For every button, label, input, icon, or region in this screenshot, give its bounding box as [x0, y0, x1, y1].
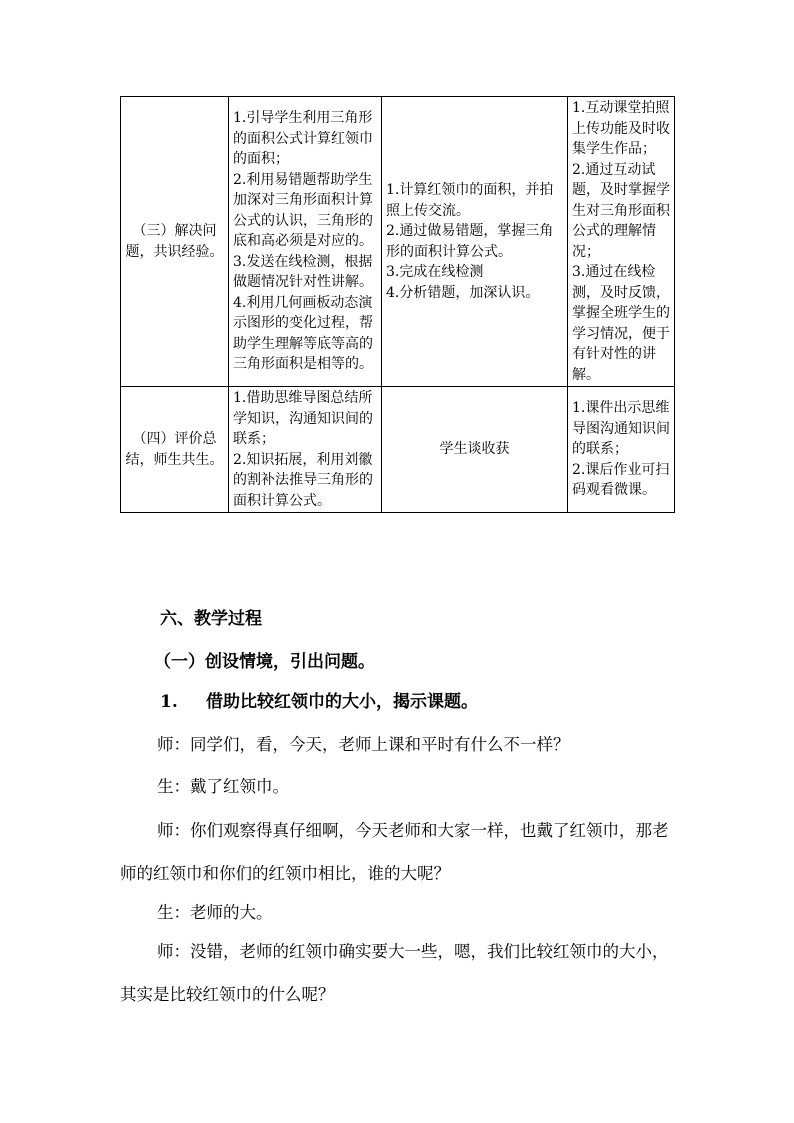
stage-cell: （三）解决问题，共识经验。: [121, 97, 229, 387]
list-item: 2.利用易错题帮助学生加深对三角形面积计算公式的认识，三角形的底和高必须是对应的。: [233, 171, 373, 250]
list-item: 1.计算红领巾的面积，并拍照上传交流。: [386, 182, 554, 219]
lesson-plan-table: [120, 96, 675, 513]
table-row: [121, 97, 675, 387]
list-item: 3.发送在线检测，根据做题情况针对性讲解。: [233, 253, 373, 291]
list-item: 1.借助思维导图总结所学知识，沟通知识间的联系；: [233, 390, 373, 447]
list-item: 4.分析错题，加深认识。: [386, 284, 540, 301]
table-row: [121, 387, 675, 513]
technology-use-cell: [568, 387, 675, 513]
dialogue-paragraph: [120, 776, 680, 798]
dialogue-paragraph: [120, 902, 680, 924]
stage-cell: （四）评价总结，师生共生。: [121, 387, 229, 513]
teacher-activity-cell: [229, 97, 382, 387]
list-item: 4.利用几何画板动态演示图形的变化过程，帮助学生理解等底等高的三角形面积是相等的。: [233, 294, 373, 373]
dialogue-paragraph: 师：没错，老师的红领巾确实要大一些，嗯，我们比较红领巾的大小，其实是比较红领巾的什么呢？: [120, 942, 669, 1004]
list-item: 学生谈收获: [439, 441, 510, 458]
subsection-title: （一）创设情境，引出问题。: [154, 652, 375, 672]
item-heading: [160, 691, 478, 713]
list-item: 2.通过互动试题，及时掌握学生对三角形面积公式的理解情况；: [572, 161, 670, 260]
list-item: 1.引导学生利用三角形的面积公式计算红领巾的面积；: [233, 110, 373, 168]
section-title: 六、教学过程: [160, 609, 262, 629]
student-activity-cell: [382, 387, 568, 513]
list-item: 2.通过做易错题，掌握三角形的面积计算公式。: [386, 223, 554, 260]
list-item: 3.通过在线检测，及时反馈，掌握全班学生的学习情况，便于有针对性的讲解。: [572, 264, 670, 383]
list-item: 3.完成在线检测: [386, 264, 484, 280]
item-number: 1.: [160, 692, 178, 712]
dialogue-text: 师：同学们，看，今天，老师上课和平时有什么不一样？: [157, 735, 570, 754]
technology-use-cell: [568, 97, 675, 387]
teacher-activity-cell: [229, 387, 382, 513]
list-item: 1.课件出示思维导图沟通知识间的联系；: [572, 400, 670, 458]
dialogue-text: 生：老师的大。: [157, 903, 273, 922]
list-item: 2.课后作业可扫码观看微课。: [572, 461, 670, 499]
dialogue-paragraph: [120, 734, 680, 756]
dialogue-paragraph: 师：你们观察得真仔细啊，今天老师和大家一样，也戴了红领巾，那老师的红领巾和你们的红领巾相比，谁的大呢？: [120, 821, 669, 883]
list-item: 2.知识拓展，利用刘徽的割补法推导三角形的面积计算公式。: [233, 451, 373, 509]
list-item: 1.互动课堂拍照上传功能及时收集学生作品；: [572, 100, 670, 157]
item-title: 借助比较红领巾的大小，揭示课题。: [206, 692, 478, 712]
student-activity-cell: [382, 97, 568, 387]
dialogue-text: 生：戴了红领巾。: [157, 777, 289, 796]
